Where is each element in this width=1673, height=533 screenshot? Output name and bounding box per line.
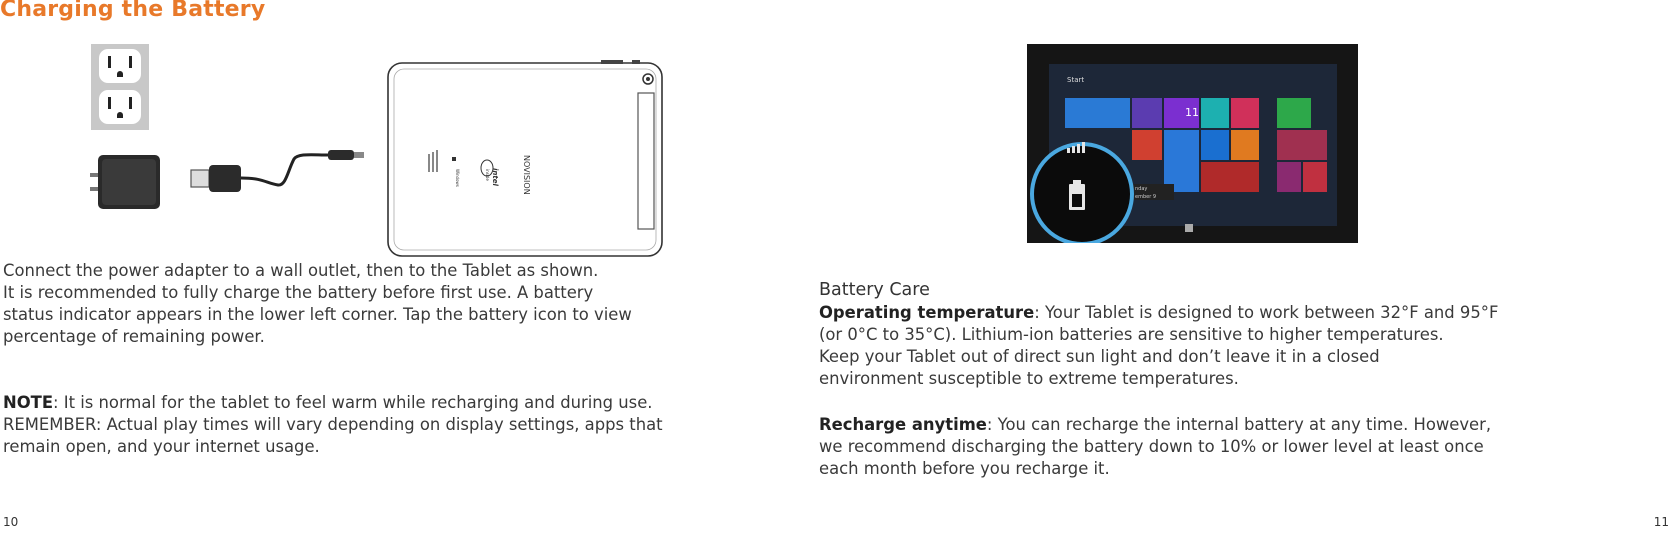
page-number-left: 10 xyxy=(3,515,19,529)
svg-text:nday: nday xyxy=(1135,186,1148,192)
tablet-back-illustration xyxy=(386,60,666,260)
recharge-anytime-paragraph: Recharge anytime: You can recharge the internal battery at any time. However, we recommend discharging the battery down to 10% or lower level at least once each month before you recharge it. xyxy=(819,415,1492,478)
svg-text:Windows: Windows xyxy=(455,169,460,187)
recharge-label: Recharge anytime xyxy=(819,415,987,434)
start-screen-illustration xyxy=(1027,44,1358,243)
charger-cable-illustration xyxy=(88,145,383,215)
svg-text:NOVISION: NOVISION xyxy=(522,155,531,195)
note-paragraph: NOTE: It is normal for the tablet to feel warm while recharging and during use. REMEMBER: Actual play times will vary depending on display settings, apps that remain open, and your internet usage. xyxy=(3,393,663,456)
op-temp-label: Operating temperature xyxy=(819,303,1035,322)
battery-icon xyxy=(1072,194,1082,207)
svg-text:intel: intel xyxy=(491,168,499,186)
windows-icon xyxy=(1185,224,1193,232)
svg-text:Start: Start xyxy=(1067,76,1085,84)
instructions-paragraph: Connect the power adapter to a wall outlet, then to the Tablet as shown. It is recommended to fully charge the battery before first use. A battery status indicator appears in the lower left corner. Tap the battery icon to view percentage of remaining power. xyxy=(3,261,632,346)
svg-text:inside: inside xyxy=(485,169,490,181)
svg-text:ember 9: ember 9 xyxy=(1135,194,1157,200)
page-number-right: 11 xyxy=(1653,515,1669,529)
wall-outlet-illustration xyxy=(91,44,149,130)
battery-care-heading: Battery Care xyxy=(819,280,930,300)
note-label: NOTE xyxy=(3,393,54,412)
operating-temperature-paragraph: Operating temperature: Your Tablet is designed to work between 32°F and 95°F (or 0°C to 35°C). Lithium-ion batteries are sensitive to higher temperatures. Keep your Tablet out of direct sun light and don’t leave it in a closed environment susceptible to extreme temperatures. xyxy=(819,303,1499,388)
page-title: Charging the Battery xyxy=(0,0,266,22)
svg-text:11: 11 xyxy=(1185,106,1199,119)
